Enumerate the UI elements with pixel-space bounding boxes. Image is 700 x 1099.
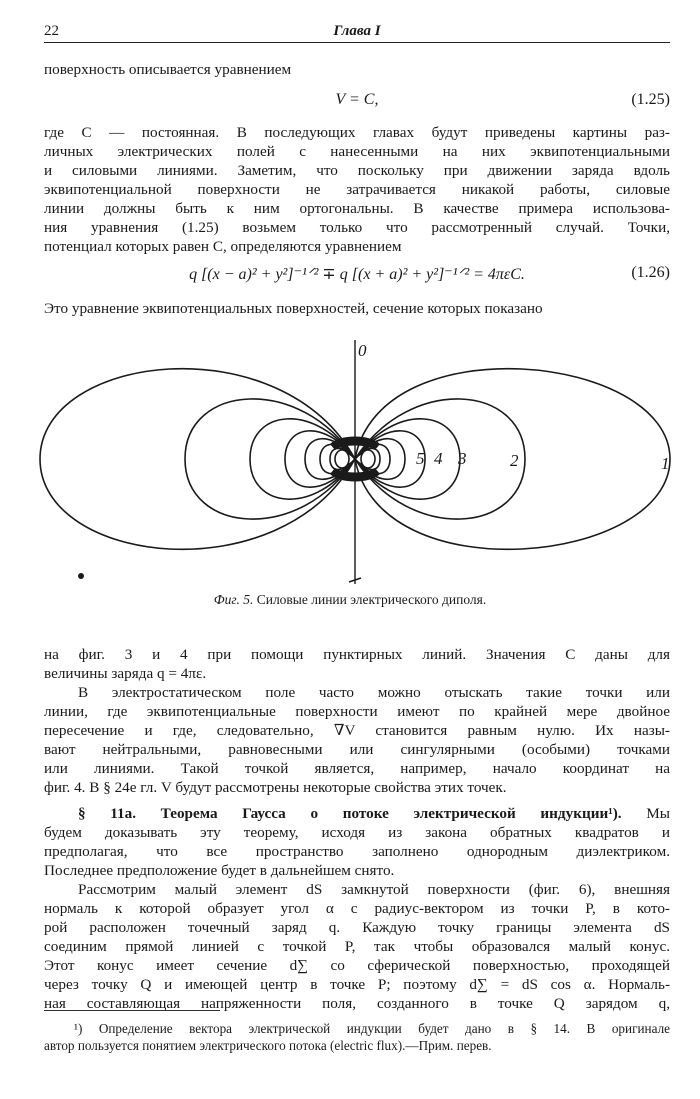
figure-caption — [0, 592, 700, 608]
text-line: будем доказывать эту теорему, исходя из закона обратных квадратов и — [44, 824, 670, 841]
field-line — [40, 369, 355, 550]
figure-caption-label: Фиг. 5. — [213, 592, 254, 607]
dipole-field-figure — [30, 334, 680, 596]
curve-label-3: 3 — [458, 449, 467, 468]
text-line: величины заряда q = 4πε. — [44, 665, 207, 682]
text-line: через точку Q и имеющей центр в точке P; поэтому d∑ = dS cos α. Нормаль- — [44, 976, 670, 993]
equation-1-25 — [44, 91, 670, 113]
text-line: рой расположен точечный заряд q. Каждую точку границы элемента dS — [44, 919, 670, 936]
text-line: ния уравнения (1.25) возьмем только что рассмотренный случай. Точки, — [44, 219, 670, 236]
figure-caption-text: Силовые линии электрического диполя. — [256, 592, 487, 607]
text-line: фиг. 4. В § 24е гл. V будут рассмотрены некоторые свойства этих точек. — [44, 779, 507, 796]
curve-label-1: 1 — [661, 454, 670, 473]
text-line: Этот конус имеет сечение d∑ со сферической поверхностью, проходящей — [44, 957, 670, 974]
text-line: Рассмотрим малый элемент dS замкнутой поверхности (фиг. 6), внешняя — [78, 881, 670, 898]
text-line: ная составляющая напряженности поля, созданного в точке Q зарядом q, — [44, 995, 670, 1012]
text-line: линии должны быть к ним ортогональны. В качестве примера использова- — [44, 200, 670, 217]
paragraph-5 — [44, 683, 670, 797]
section-11a — [44, 804, 670, 880]
text-line: Последнее предположение будет в дальнейшем снято. — [44, 862, 395, 879]
footnote-line: автор пользуется понятием электрического потока (electric flux).—Прим. перев. — [44, 1038, 492, 1053]
text-line: на фиг. 3 и 4 при помощи пунктирных линий. Значения C даны для — [44, 646, 670, 663]
paragraph-2 — [44, 123, 670, 256]
curve-label-4: 4 — [434, 449, 443, 468]
text-line: и силовыми линиями. Заметим, что поскольку при движении заряда вдоль — [44, 162, 670, 179]
text-line: нормаль к которой образует угол α с радиус-вектором из точки P, в кото- — [44, 900, 670, 917]
footnote-separator — [44, 1010, 220, 1011]
section-heading: § 11а. Теорема Гаусса о потоке электрической индукции¹). — [78, 805, 622, 822]
text-line: Это уравнение эквипотенциальных поверхностей, сечение которых показано — [44, 300, 543, 317]
curve-label-5: 5 — [416, 449, 425, 468]
text-line: предполагая, что все пространство заполнено однородным диэлектриком. — [44, 843, 670, 860]
text-line: эквипотенциальной поверхности не затрачивается никакой работы, силовые — [44, 181, 670, 198]
text-line: В электростатическом поле часто можно отыскать такие точки или — [78, 684, 670, 701]
curve-label-2: 2 — [510, 451, 519, 470]
paragraph-3 — [44, 299, 670, 318]
equation-number: (1.26) — [631, 264, 670, 281]
text-line: поверхность описывается уравнением — [44, 61, 292, 78]
text-line: или линиями. Такой точкой является, например, начало координат на — [44, 760, 670, 777]
equation-1-26 — [44, 264, 670, 286]
running-header — [44, 22, 670, 43]
paragraph-1 — [44, 60, 670, 79]
section-first-line — [44, 804, 670, 823]
charge-dot — [335, 450, 349, 468]
text-line: личных электрических полей с нанесенными на них эквипотенциальными — [44, 143, 670, 160]
paragraph-6 — [44, 880, 670, 1013]
axis-label: 0 — [358, 341, 367, 360]
equation-number: (1.25) — [631, 91, 670, 108]
footnote-line: ¹) Определение вектора электрической индукции будет дано в § 14. В оригинале — [74, 1021, 670, 1036]
text-line: линии, где эквипотенциальные поверхности имеют по крайней мере двойное — [44, 703, 670, 720]
page-number: 22 — [44, 23, 59, 39]
equation-formula: V = C, — [335, 91, 379, 108]
footnote — [44, 1020, 670, 1054]
text-line: потенциал которых равен C, определяются уравнением — [44, 238, 402, 255]
text-line: соединим прямой линией с точкой P, так чтобы образовался малый конус. — [44, 938, 670, 955]
text-line: где C — постоянная. В последующих главах будут приведены картины раз- — [44, 124, 670, 141]
ink-speck — [78, 573, 84, 579]
equation-formula: q [(x − a)² + y²]⁻¹ᐟ² ∓ q [(x + a)² + y²]⁻¹ᐟ² = 4πεC. — [189, 266, 525, 283]
text-line: вают нейтральными, равновесными или сингулярными (особыми) точками — [44, 741, 670, 758]
charge-dot — [361, 450, 375, 468]
section-first-line-rest: Мы — [646, 805, 670, 822]
paragraph-4 — [44, 645, 670, 683]
text-line: пересечение и где, следовательно, ∇V становится равным нулю. Их назы- — [44, 722, 670, 739]
chapter-title: Глава I — [333, 23, 381, 39]
